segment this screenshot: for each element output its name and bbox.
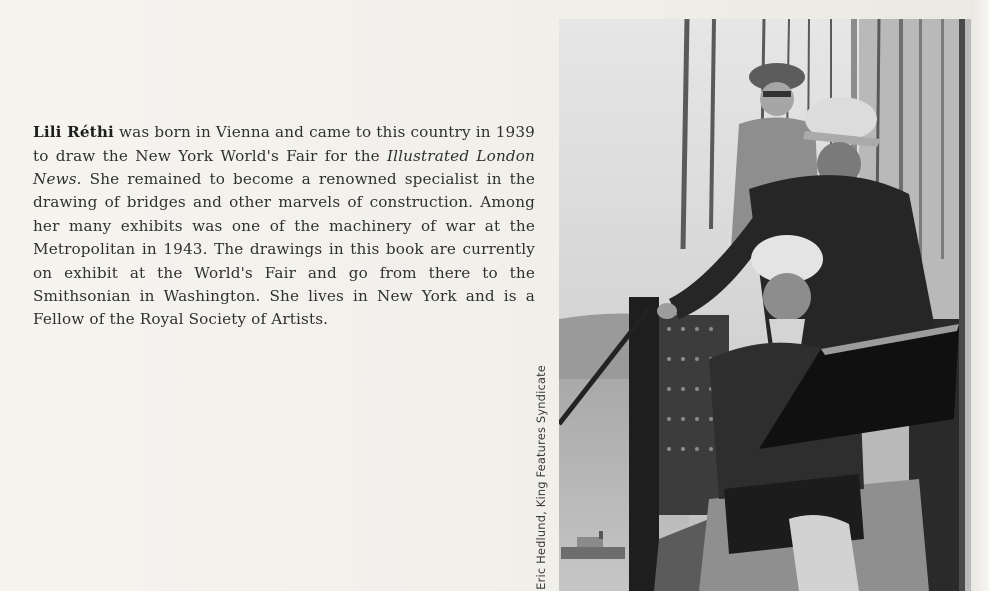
photo-credit [533,332,549,590]
author-photo [559,19,971,591]
author-bio [33,121,535,332]
bridge-photo-illustration [559,19,971,591]
bio-text-part-2: She remained to become a renowned specialist in the drawing of bridges and other marvels of construction. Among her many exhibits was one of the machinery of war at the Metropolitan in 1943. The drawings in this book are currently on exhibit at the World's Fair and go from there to the Smithsonian in Washington. She lives in New York and is a Fellow of the Royal Society of Artists. [33,170,535,329]
page-edge [971,0,989,591]
publication-title: Illustrated London News. [33,146,535,188]
photo-credit-text: Eric Hedlund, King Features Syndicate [534,365,548,590]
author-name: Lili Réthi [33,123,114,142]
bio-text-part-1: was born in Vienna and came to this country in 1939 to draw the New York World's Fair for the [33,123,535,165]
